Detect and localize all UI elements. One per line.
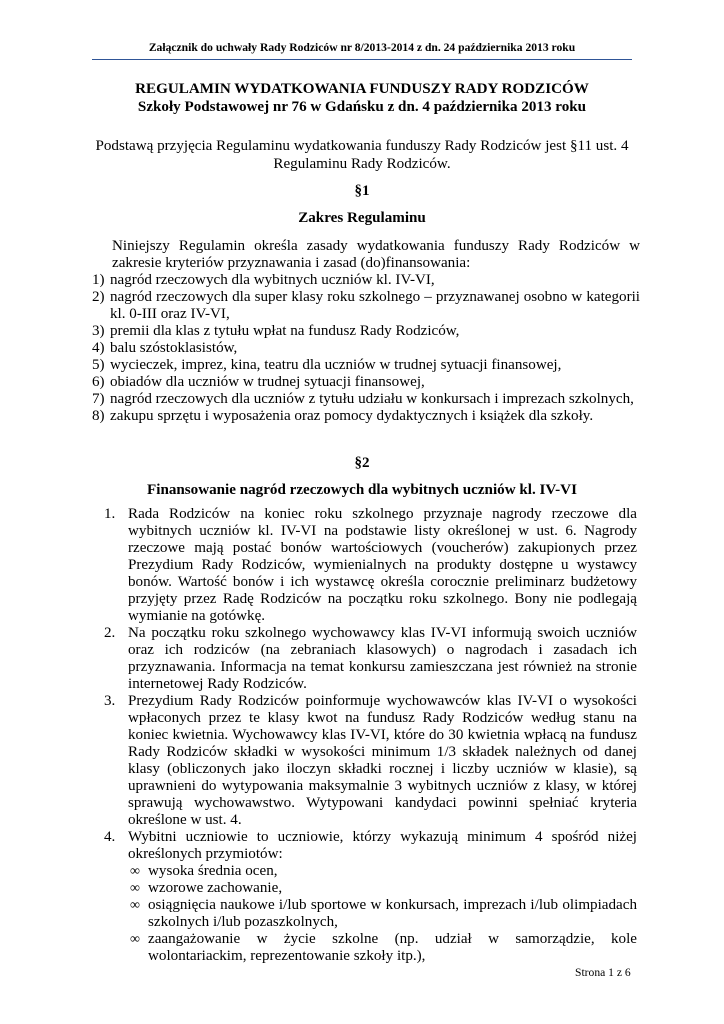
list-item: 2. Na początku roku szkolnego wychowawcy klas IV-VI informują swoich uczniów oraz ich rodziców (na zebraniach klasowych) o nagrodach i zasadach ich przyznawania. Informacja na temat konkursu zamieszczana jest również na stronie internetowej Rady Rodziców. xyxy=(104,625,637,692)
infinity-bullet-icon: ∞ xyxy=(130,864,140,879)
section-1-number: §1 xyxy=(354,183,370,199)
sub-list-item: ∞ wysoka średnia ocen, xyxy=(130,863,278,879)
list-item: 5) wycieczek, imprez, kina, teatru dla uczniów w trudnej sytuacji finansowej, xyxy=(92,357,562,373)
list-item: 2) nagród rzeczowych dla super klasy roku szkolnego – przyznawanej osobno w kategorii kl. 0-III oraz IV-VI, xyxy=(92,289,640,322)
section-1-list xyxy=(92,272,640,425)
list-item: 4. Wybitni uczniowie to uczniowie, którzy wykazują minimum 4 spośród niżej określonych przymiotów: ∞ wysoka średnia ocen, ∞ wzorowe zachowanie, ∞ osiągnięcia naukowe i/lub sportowe w konkursach, imprezach i/lub olimpiadach szkolnych i/lub pozaszkolnych, ∞ zaangażowanie w życie szkolne (np. udział w samorządzie, kole wolontariackim, reprezentowanie szkoły itp.), xyxy=(104,829,637,964)
title-line-1: REGULAMIN WYDATKOWANIA FUNDUSZY RADY RODZICÓW xyxy=(135,81,589,97)
section-1-body xyxy=(92,238,640,425)
section-1-intro: Niniejszy Regulamin określa zasady wydatkowania funduszy Rady Rodziców w zakresie kryteriów przyznawania i zasad (do)finansowania: xyxy=(112,238,640,271)
legal-basis: Podstawą przyjęcia Regulaminu wydatkowania funduszy Rady Rodziców jest §11 ust. 4 Regulaminu Rady Rodziców. xyxy=(95,138,629,172)
list-item: 1. Rada Rodziców na koniec roku szkolnego przyznaje nagrody rzeczowe dla wybitnych uczniów kl. IV-VI na podstawie listy określonej w ust. 6. Nagrody rzeczowe mają postać bonów wartościowych (voucherów) zakupionych przez Prezydium Rady Rodziców, wymienialnych na produkty dostępne u wystawcy bonów. Wartość bonów i ich wystawcę określa corocznie preliminarz budżetowy przyjęty przez Radę Rodziców na początku roku szkolnego. Bony nie podlegają wymianie na gotówkę. xyxy=(104,506,637,624)
sub-list-item: ∞ wzorowe zachowanie, xyxy=(130,880,283,896)
title-line-2: Szkoły Podstawowej nr 76 w Gdańsku z dn. 4 października 2013 roku xyxy=(137,99,587,115)
list-item: 8) zakupu sprzętu i wyposażenia oraz pomocy dydaktycznych i książek dla szkoły. xyxy=(92,408,594,424)
section-1-heading: Zakres Regulaminu xyxy=(298,210,426,226)
list-item: 6) obiadów dla uczniów w trudnej sytuacji finansowej, xyxy=(92,374,425,390)
list-item: 7) nagród rzeczowych dla uczniów z tytułu udziału w konkursach i imprezach szkolnych, xyxy=(92,391,634,407)
document-title xyxy=(92,80,632,116)
list-item: 1) nagród rzeczowych dla wybitnych uczniów kl. IV-VI, xyxy=(92,272,435,288)
sub-list-item: ∞ zaangażowanie w życie szkolne (np. udział w samorządzie, kole wolontariackim, reprezentowanie szkoły itp.), xyxy=(130,931,637,964)
page-number: Strona 1 z 6 xyxy=(575,966,631,979)
list-item: 3. Prezydium Rady Rodziców poinformuje wychowawców klas IV-VI o wysokości wpłaconych przez te klasy kwot na fundusz Rady Rodziców według stanu na koniec kwietnia. Wychowawcy klas IV-VI, które do 30 kwietnia wpłacą na fundusz Rady Rodziców składki w wysokości minimum 1/3 składek należnych od danej klasy (obliczonych jako iloczyn składki rocznej i liczby uczniów w klasie), są uprawnieni do wytypowania maksymalnie 3 wybitnych uczniów z klasy, w której sprawują wychowawstwo. Wytypowani kandydaci powinni spełniać kryteria określone w ust. 4. xyxy=(104,693,637,828)
header-rule xyxy=(92,59,632,60)
list-item: 4) balu szóstoklasistów, xyxy=(92,340,238,356)
section-2-number: §2 xyxy=(354,455,370,471)
infinity-bullet-icon: ∞ xyxy=(130,881,140,896)
infinity-bullet-icon: ∞ xyxy=(130,932,140,947)
sub-list-item: ∞ osiągnięcia naukowe i/lub sportowe w konkursach, imprezach i/lub olimpiadach szkolnych i/lub pozaszkolnych, xyxy=(130,897,637,930)
section-2-heading: Finansowanie nagród rzeczowych dla wybitnych uczniów kl. IV-VI xyxy=(147,482,577,498)
list-item: 3) premii dla klas z tytułu wpłat na fundusz Rady Rodziców, xyxy=(92,323,460,339)
document-header: Załącznik do uchwały Rady Rodziców nr 8/2013-2014 z dn. 24 października 2013 roku xyxy=(148,41,576,54)
section-2-body xyxy=(92,506,637,965)
infinity-bullet-icon: ∞ xyxy=(130,898,140,913)
